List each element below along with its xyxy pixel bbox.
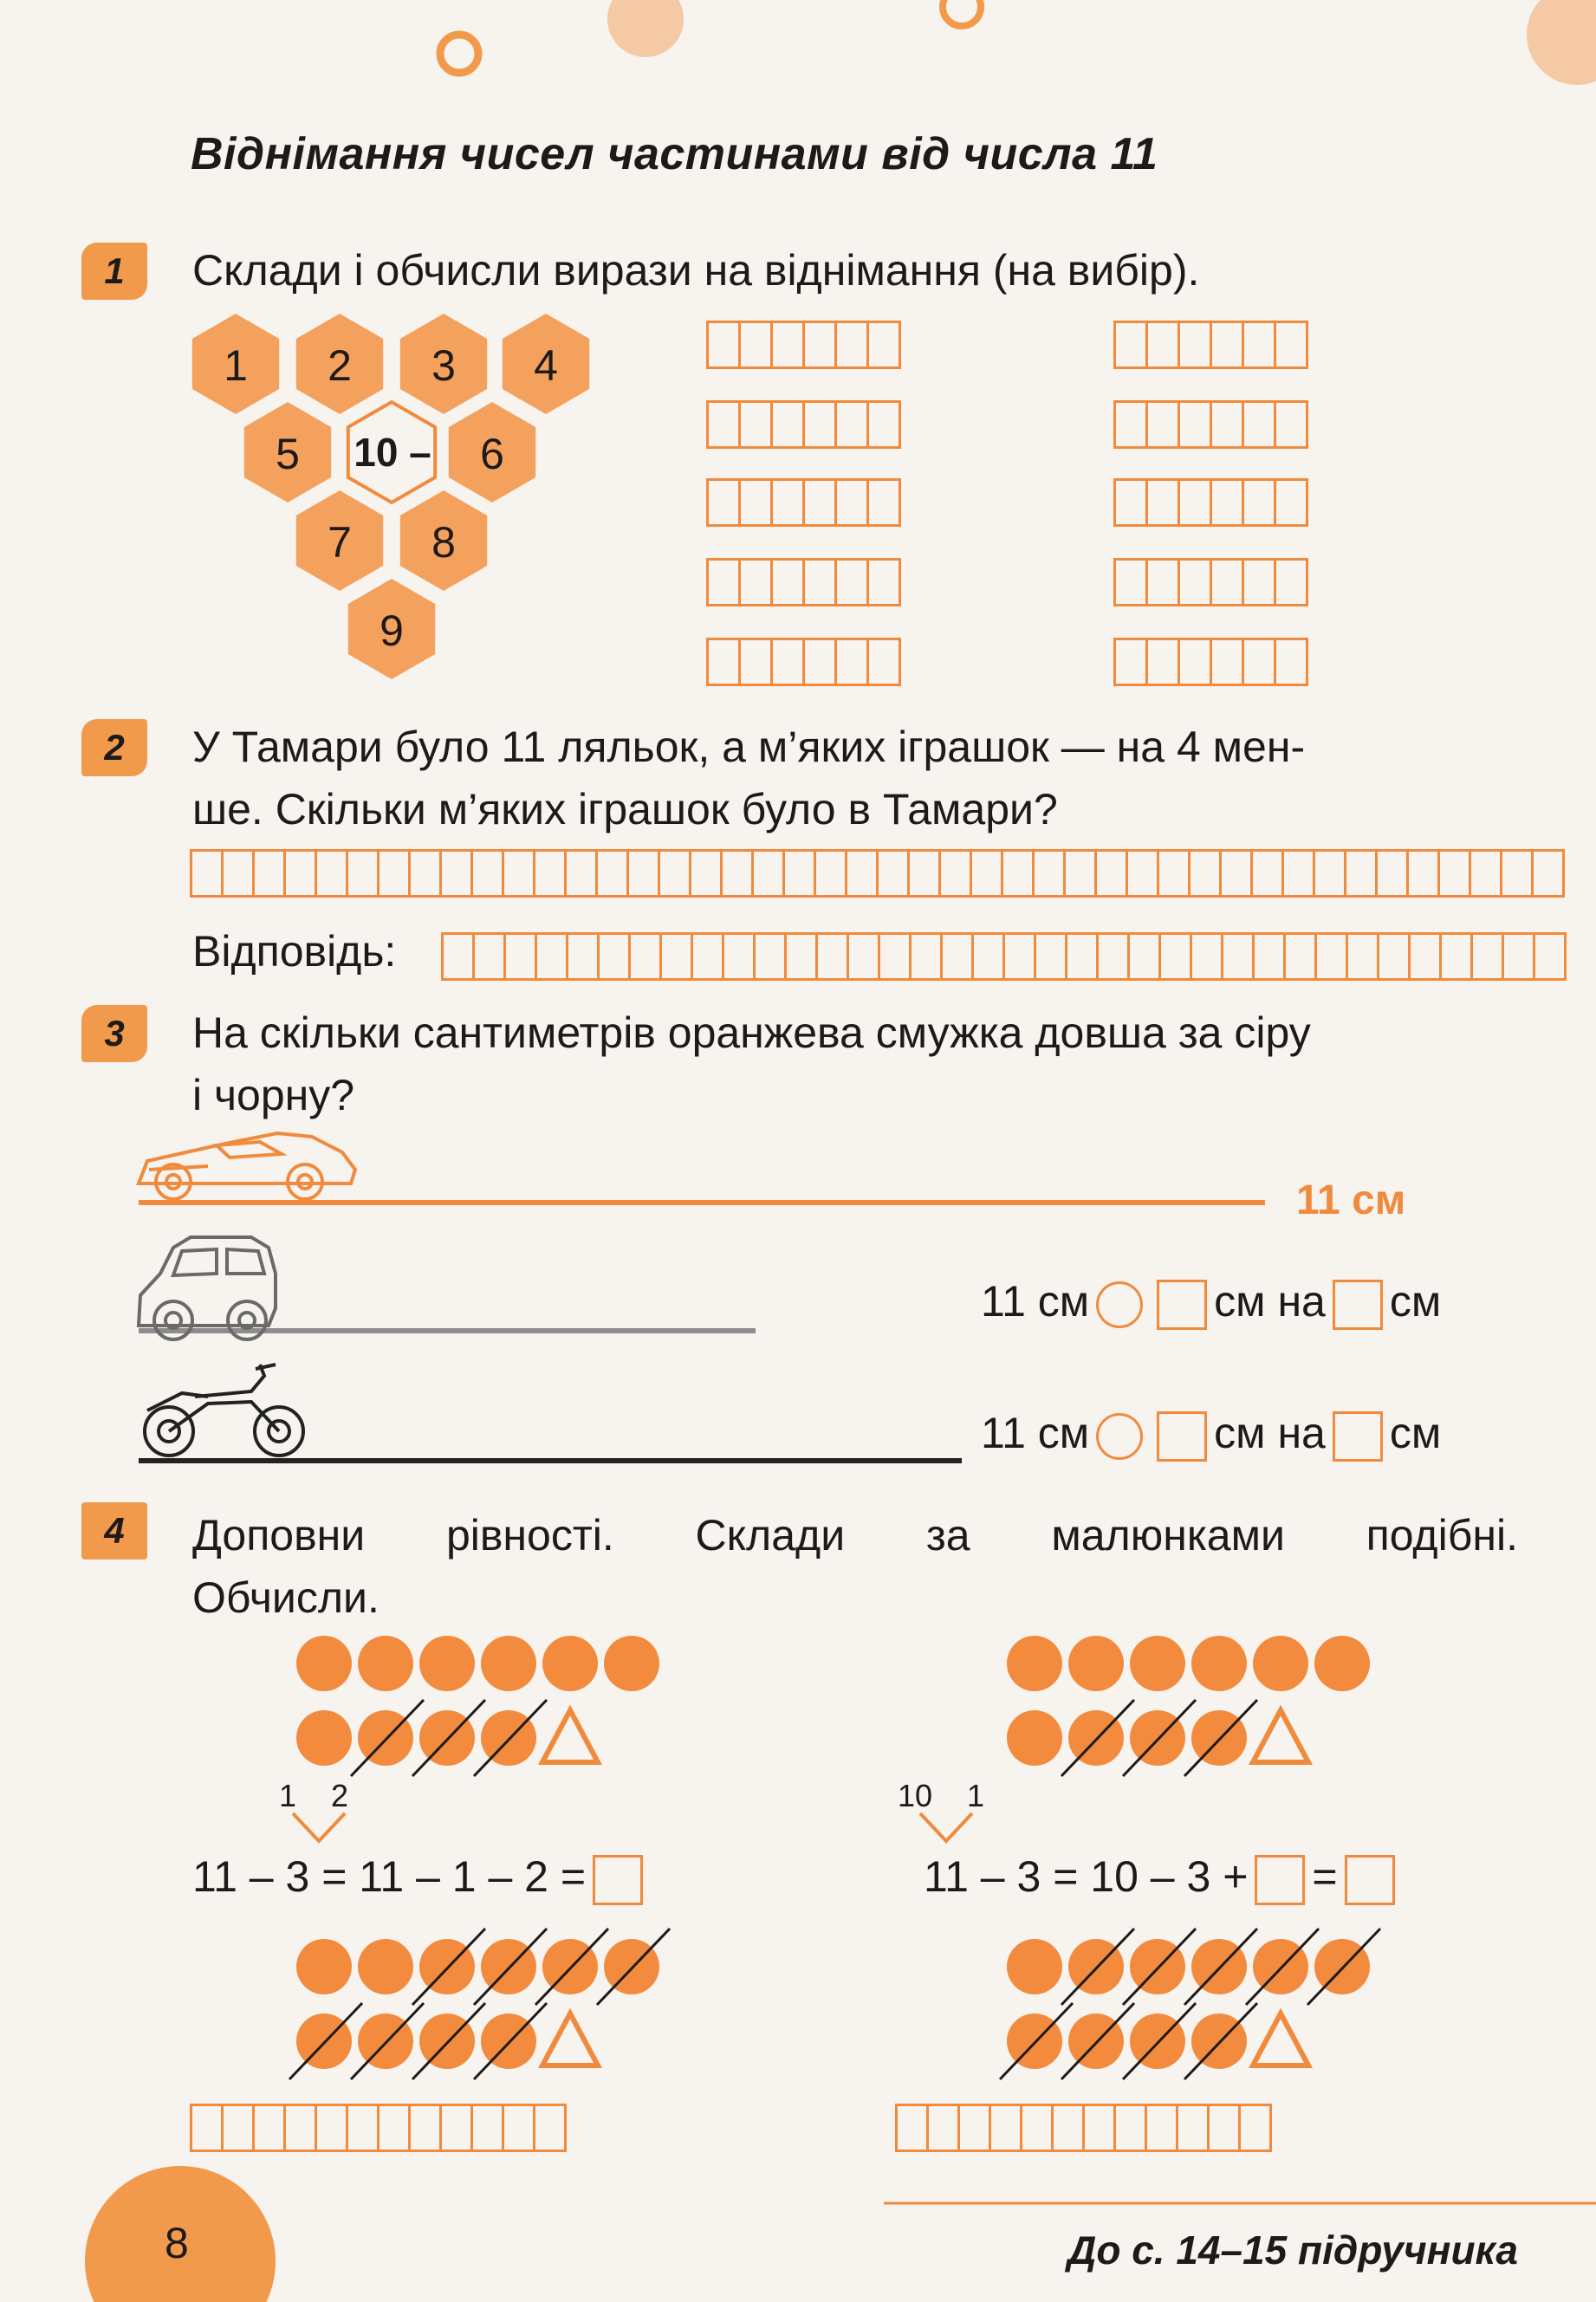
dot bbox=[296, 1636, 352, 1691]
dot bbox=[542, 1636, 598, 1691]
task4-word-4: за bbox=[925, 1511, 970, 1560]
expression-cells[interactable] bbox=[709, 638, 901, 686]
task1-text: Склади і обчисли вирази на віднімання (на вибір). bbox=[192, 246, 1200, 295]
row2-box-b[interactable] bbox=[1333, 1411, 1383, 1462]
split-left-b: 2 bbox=[331, 1778, 349, 1813]
task4-word-6: подібні. bbox=[1366, 1511, 1518, 1560]
task4-word-1: Доповни bbox=[192, 1511, 366, 1560]
expression-cells[interactable] bbox=[709, 478, 901, 527]
hex-center-label: 10 – bbox=[354, 430, 431, 475]
dot bbox=[1007, 1710, 1062, 1766]
split-right-b: 1 bbox=[967, 1778, 985, 1813]
task-badge-2: 2 bbox=[81, 719, 147, 776]
dot bbox=[296, 1710, 352, 1766]
row2-mid: см на bbox=[1214, 1409, 1326, 1457]
decorative-circles bbox=[440, 0, 1596, 85]
expression-cells[interactable] bbox=[1116, 558, 1308, 606]
task3-line2: і чорну? bbox=[192, 1071, 355, 1119]
dot bbox=[1253, 1636, 1308, 1691]
task4-line1 bbox=[192, 1504, 1518, 1566]
orange-strip-length: 11 см bbox=[1296, 1177, 1406, 1223]
sports-car-icon bbox=[139, 1133, 355, 1199]
row1-box-b[interactable] bbox=[1333, 1280, 1383, 1330]
expression-cells[interactable] bbox=[709, 558, 901, 606]
row2-operator-circle[interactable] bbox=[1096, 1413, 1143, 1460]
hex-number-3: 3 bbox=[431, 341, 456, 390]
hatchback-car-icon bbox=[139, 1237, 276, 1339]
dot bbox=[419, 1636, 475, 1691]
task2-line2: ше. Скільки м’яких іграшок було в Тамари? bbox=[192, 785, 1058, 833]
textbook-reference: До с. 14–15 підручника bbox=[1067, 2227, 1518, 2273]
dot bbox=[604, 1636, 659, 1691]
equation-left-text: 11 – 3 = 11 – 1 – 2 = bbox=[192, 1852, 587, 1901]
triangle-marker bbox=[542, 2013, 598, 2065]
dot bbox=[1191, 1636, 1247, 1691]
task2-solution-cells[interactable] bbox=[192, 849, 1565, 898]
hex-number-7: 7 bbox=[328, 518, 352, 567]
motorcycle-icon bbox=[145, 1365, 303, 1456]
triangle-marker bbox=[1253, 2013, 1308, 2065]
row2-start: 11 см bbox=[981, 1409, 1090, 1457]
split-right-a: 10 bbox=[898, 1778, 933, 1813]
dot bbox=[358, 1636, 413, 1691]
dot bbox=[1130, 1636, 1185, 1691]
expression-cells[interactable] bbox=[1116, 478, 1308, 527]
hex-number-6: 6 bbox=[480, 430, 504, 478]
split-left-a: 1 bbox=[279, 1778, 297, 1813]
hex-number-2: 2 bbox=[328, 341, 352, 390]
dot bbox=[1314, 1636, 1370, 1691]
split-marks bbox=[293, 1813, 972, 1841]
equation-right-box-b[interactable] bbox=[1345, 1855, 1395, 1905]
task2-line1: У Тамари було 11 ляльок, а м’яких іграшок — на 4 мен- bbox=[192, 723, 1306, 771]
equation-right-box-a[interactable] bbox=[1255, 1855, 1305, 1905]
expression-cells[interactable] bbox=[1116, 400, 1308, 449]
dot bbox=[481, 1636, 536, 1691]
page-number: 8 bbox=[165, 2219, 189, 2267]
row1-end: см bbox=[1389, 1277, 1442, 1326]
row1-box-a[interactable] bbox=[1157, 1280, 1207, 1330]
task3-row1 bbox=[981, 1275, 1441, 1330]
equation-right-part2: = bbox=[1312, 1852, 1338, 1901]
hex-number-1: 1 bbox=[224, 341, 248, 390]
row2-end: см bbox=[1389, 1409, 1442, 1457]
row1-mid: см на bbox=[1214, 1277, 1326, 1326]
task4-left-cells[interactable] bbox=[192, 2104, 567, 2152]
equation-left-answer[interactable] bbox=[593, 1855, 643, 1905]
task-badge-1: 1 bbox=[81, 243, 147, 300]
triangle-marker bbox=[542, 1710, 598, 1762]
task-badge-4-home: 4 bbox=[81, 1502, 147, 1560]
row1-operator-circle[interactable] bbox=[1096, 1281, 1143, 1328]
dot bbox=[296, 1939, 352, 1994]
task2-answer-label: Відповідь: bbox=[192, 927, 397, 976]
expression-cells[interactable] bbox=[709, 400, 901, 449]
task3-row2 bbox=[981, 1407, 1441, 1462]
expression-cells[interactable] bbox=[1116, 321, 1308, 369]
hex-number-9: 9 bbox=[380, 606, 404, 655]
task4-right-cells[interactable] bbox=[898, 2104, 1272, 2152]
hex-number-4: 4 bbox=[534, 341, 558, 390]
dot bbox=[1007, 1636, 1062, 1691]
equation-right-part1: 11 – 3 = 10 – 3 + bbox=[924, 1852, 1249, 1901]
expression-cells[interactable] bbox=[709, 321, 901, 369]
equation-right bbox=[924, 1851, 1402, 1905]
task4-word-5: малюнками bbox=[1051, 1511, 1285, 1560]
row1-start: 11 см bbox=[981, 1277, 1090, 1326]
triangle-marker bbox=[1253, 1710, 1308, 1762]
page-title: Віднімання чисел частинами від числа 11 bbox=[191, 129, 1158, 179]
dot bbox=[358, 1939, 413, 1994]
expression-cells[interactable] bbox=[1116, 638, 1308, 686]
row2-box-a[interactable] bbox=[1157, 1411, 1207, 1462]
dot bbox=[1068, 1636, 1124, 1691]
dot bbox=[1007, 1939, 1062, 1994]
task4-line2: Обчисли. bbox=[192, 1573, 380, 1622]
hex-number-5: 5 bbox=[276, 430, 300, 478]
task4-word-2: рівності. bbox=[445, 1511, 614, 1560]
hex-number-8: 8 bbox=[431, 518, 456, 567]
task2-answer-cells[interactable] bbox=[444, 932, 1567, 981]
equation-left bbox=[192, 1851, 650, 1905]
task3-line1: На скільки сантиметрів оранжева смужка довша за сіру bbox=[192, 1008, 1311, 1057]
task-badge-3: 3 bbox=[81, 1005, 147, 1062]
task4-word-3: Склади bbox=[695, 1511, 846, 1560]
